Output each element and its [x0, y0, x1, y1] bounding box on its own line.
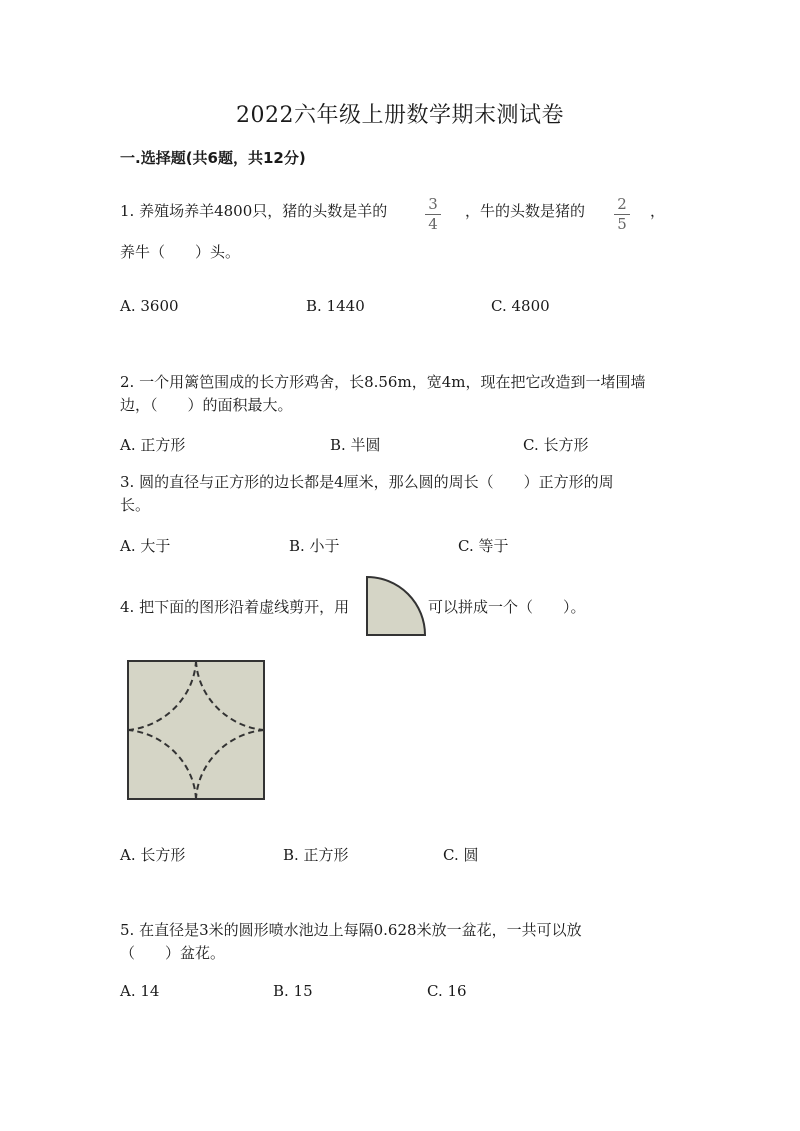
question-1-text-c: ， — [650, 202, 666, 220]
fraction-three-quarters — [423, 196, 443, 233]
question-3-line-2: 长。 — [120, 496, 151, 514]
question-4-text-b: 可以拼成一个（ ）。 — [428, 598, 586, 616]
q3-option-b[interactable]: B. 小于 — [289, 537, 340, 555]
q2-option-b[interactable]: B. 半圆 — [330, 436, 381, 454]
question-2-line-2: 边，（ ）的面积最大。 — [120, 396, 293, 414]
question-5-line-1: 5. 在直径是3米的圆形喷水池边上每隔0.628米放一盆花，一共可以放 — [120, 921, 582, 939]
q1-option-a[interactable]: A. 3600 — [120, 297, 179, 315]
q1-option-c[interactable]: C. 4800 — [491, 297, 550, 315]
fraction-denominator: 4 — [428, 215, 438, 233]
q3-option-a[interactable]: A. 大于 — [120, 537, 171, 555]
q5-option-a[interactable]: A. 14 — [120, 982, 160, 1000]
question-1-text-a: 1. 养殖场养羊4800只，猪的头数是羊的 — [120, 202, 388, 220]
q4-option-b[interactable]: B. 正方形 — [283, 846, 349, 864]
q1-option-b[interactable]: B. 1440 — [306, 297, 365, 315]
q5-option-c[interactable]: C. 16 — [427, 982, 467, 1000]
q2-option-a[interactable]: A. 正方形 — [120, 436, 186, 454]
q5-option-b[interactable]: B. 15 — [273, 982, 313, 1000]
fraction-numerator: 3 — [428, 195, 438, 213]
question-1-text-b: ，牛的头数是猪的 — [465, 202, 586, 220]
quarter-circle-figure — [364, 574, 428, 638]
fraction-two-fifths — [612, 196, 632, 233]
q2-option-c[interactable]: C. 长方形 — [523, 436, 589, 454]
page-title: 2022六年级上册数学期末测试卷 — [236, 103, 564, 128]
question-4-text-a: 4. 把下面的图形沿着虚线剪开，用 — [120, 598, 350, 616]
q4-option-c[interactable]: C. 圆 — [443, 846, 479, 864]
fraction-numerator: 2 — [617, 195, 627, 213]
square-with-dashed-arcs-figure — [125, 658, 267, 802]
question-1-line-2: 养牛（ ）头。 — [120, 243, 241, 261]
question-5-line-2: （ ）盆花。 — [120, 944, 226, 962]
fraction-denominator: 5 — [617, 215, 627, 233]
q3-option-c[interactable]: C. 等于 — [458, 537, 509, 555]
question-3-line-1: 3. 圆的直径与正方形的边长都是4厘米，那么圆的周长（ ）正方形的周 — [120, 473, 614, 491]
q4-option-a[interactable]: A. 长方形 — [120, 846, 186, 864]
question-2-line-1: 2. 一个用篱笆围成的长方形鸡舍，长8.56m，宽4m，现在把它改造到一堵围墙 — [120, 373, 646, 391]
section-heading: 一.选择题(共6题，共12分) — [120, 149, 306, 167]
